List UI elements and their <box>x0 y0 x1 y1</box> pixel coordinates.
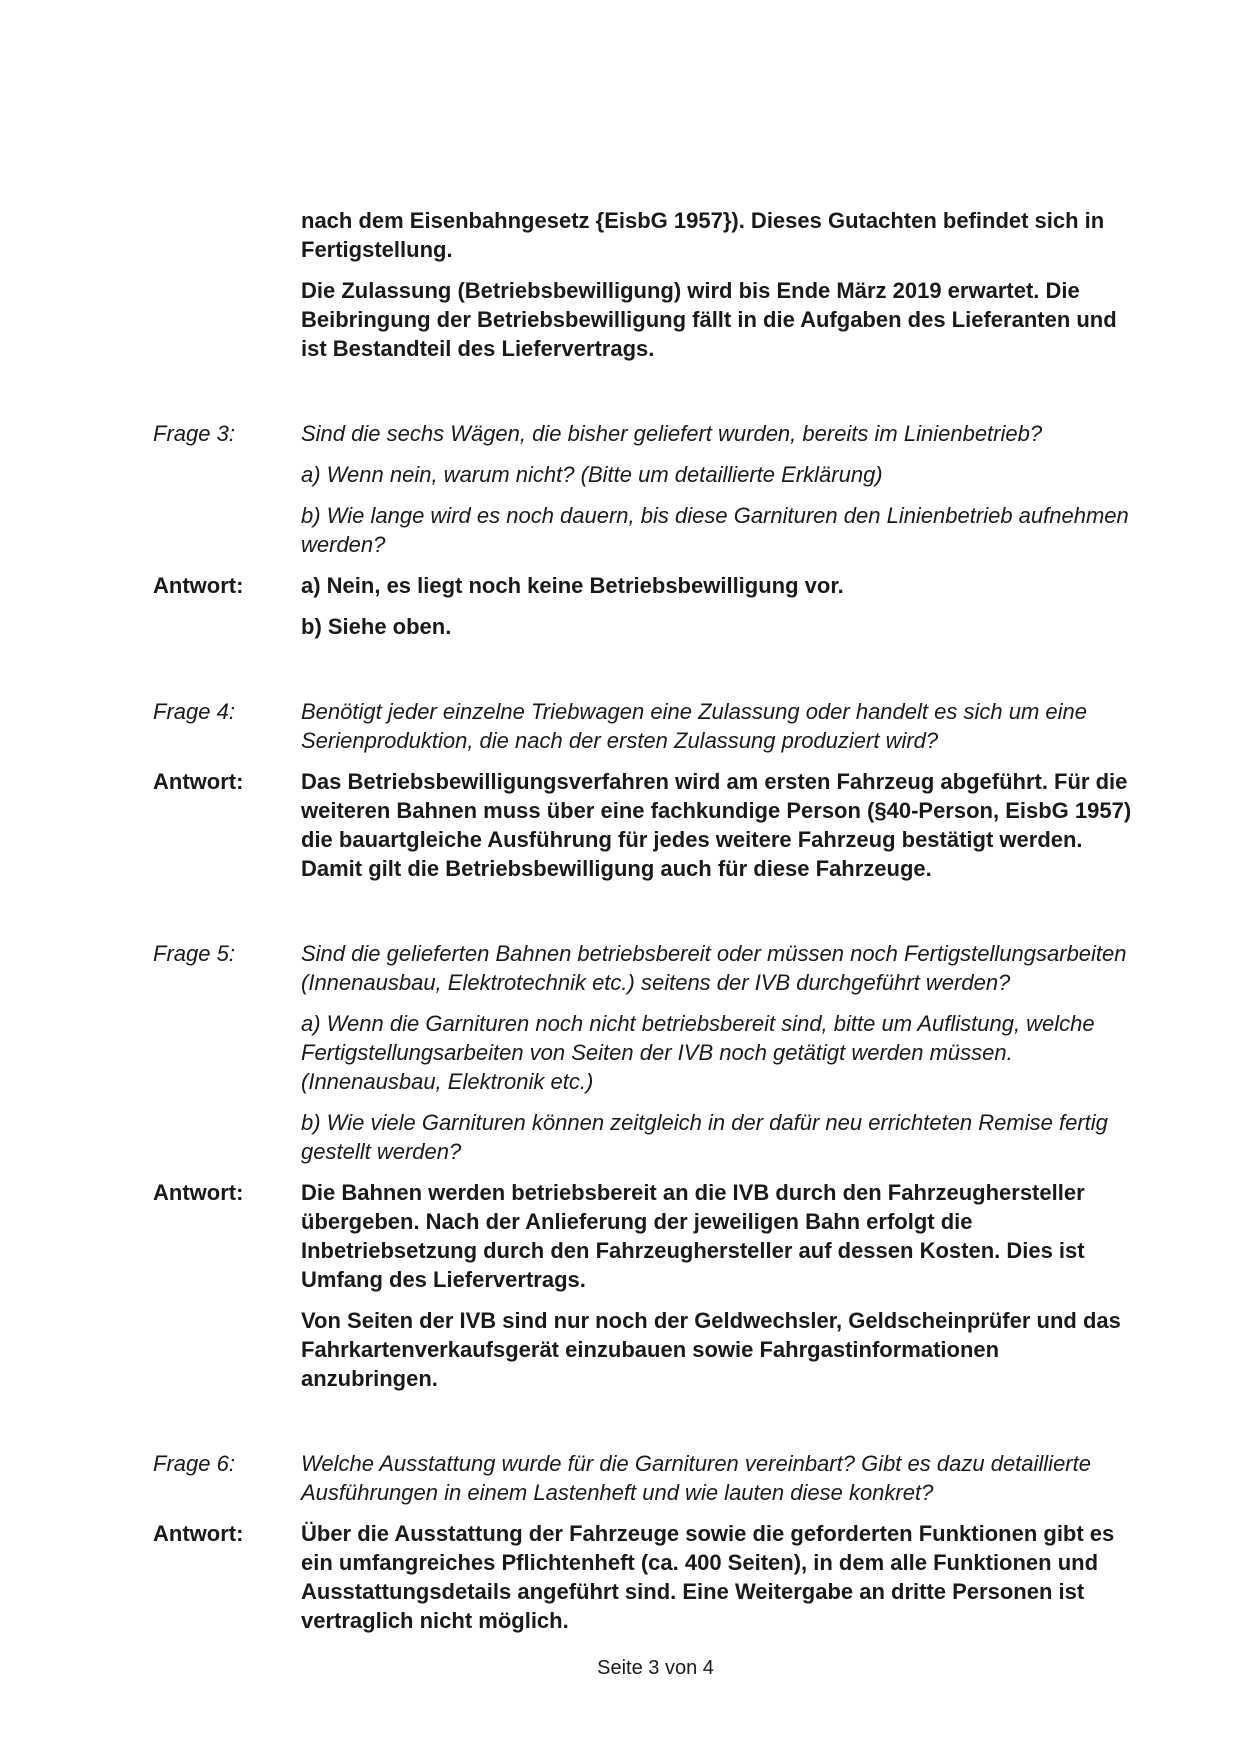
answer-paragraph: a) Nein, es liegt noch keine Betriebsbewilligung vor. <box>301 573 844 598</box>
answer-content <box>301 571 1139 653</box>
section-gap <box>153 1405 1143 1449</box>
answer-content <box>301 1178 1139 1405</box>
section-gap <box>153 895 1143 939</box>
answer-paragraph: Das Betriebsbewilligungsverfahren wird am ersten Fahrzeug abgeführt. Für die weiteren Bahnen muss über eine fachkundige Person (§40-Person, EisbG 1957) die bauartgleiche Ausführung für jedes weitere Fahrzeug bestätigt werden. Damit gilt die Betriebsbewilligung auch für diese Fahrzeuge. <box>301 769 1132 881</box>
question-content <box>301 697 1139 767</box>
answer-paragraph: Von Seiten der IVB sind nur noch der Geldwechsler, Geldscheinprüfer und das Fahrkartenverkaufsgerät einzubauen sowie Fahrgastinformationen anzubringen. <box>301 1308 1121 1391</box>
question-paragraph: Welche Ausstattung wurde für die Garnituren vereinbart? Gibt es dazu detaillierte Ausführungen in einem Lastenheft und wie lauten diese konkret? <box>301 1451 1091 1505</box>
answer-block <box>153 767 1143 895</box>
question-content <box>301 419 1139 571</box>
answer-content <box>301 767 1139 895</box>
intro-paragraph: nach dem Eisenbahngesetz {EisbG 1957}). Dieses Gutachten befindet sich in Fertigstellung. <box>301 208 1105 262</box>
answer-paragraph: Die Bahnen werden betriebsbereit an die IVB durch den Fahrzeughersteller übergeben. Nach der Anlieferung der jeweiligen Bahn erfolgt die Inbetriebsetzung durch den Fahrzeughersteller auf dessen Kosten. Dies ist Umfang des Liefervertrags. <box>301 1180 1085 1292</box>
question-label: Frage 4: <box>153 699 235 724</box>
question-block <box>153 939 1143 1178</box>
question-paragraph: a) Wenn nein, warum nicht? (Bitte um detaillierte Erklärung) <box>301 462 883 487</box>
intro-block <box>153 206 1143 375</box>
document-body <box>153 206 1143 1647</box>
answer-label: Antwort: <box>153 573 244 598</box>
question-label: Frage 5: <box>153 941 235 966</box>
section-gap <box>153 375 1143 419</box>
intro-content <box>301 206 1139 375</box>
question-label: Frage 6: <box>153 1451 235 1476</box>
question-content <box>301 939 1139 1178</box>
question-paragraph: a) Wenn die Garnituren noch nicht betriebsbereit sind, bitte um Auflistung, welche Fertigstellungsarbeiten von Seiten der IVB noch getätigt werden müssen. (Innenausbau, Elektronik etc.) <box>301 1011 1095 1094</box>
question-block <box>153 419 1143 571</box>
answer-block <box>153 571 1143 653</box>
question-paragraph: Sind die sechs Wägen, die bisher geliefert wurden, bereits im Linienbetrieb? <box>301 421 1043 446</box>
answer-label: Antwort: <box>153 1180 244 1205</box>
answer-block <box>153 1178 1143 1405</box>
question-content <box>301 1449 1139 1519</box>
question-paragraph: b) Wie viele Garnituren können zeitgleich in der dafür neu errichteten Remise fertig gestellt werden? <box>301 1110 1108 1164</box>
section-gap <box>153 653 1143 697</box>
question-label: Frage 3: <box>153 421 235 446</box>
question-block <box>153 1449 1143 1519</box>
answer-paragraph: Über die Ausstattung der Fahrzeuge sowie die geforderten Funktionen gibt es ein umfangreiches Pflichtenheft (ca. 400 Seiten), in dem alle Funktionen und Ausstattungsdetails angeführt sind. Eine Weitergabe an dritte Personen ist vertraglich nicht möglich. <box>301 1521 1115 1633</box>
answer-label: Antwort: <box>153 769 244 794</box>
answer-block <box>153 1519 1143 1647</box>
question-block <box>153 697 1143 767</box>
answer-content <box>301 1519 1139 1647</box>
question-paragraph: Sind die gelieferten Bahnen betriebsbereit oder müssen noch Fertigstellungsarbeiten (Innenausbau, Elektrotechnik etc.) seitens der IVB durchgeführt werden? <box>301 941 1127 995</box>
answer-paragraph: b) Siehe oben. <box>301 614 452 639</box>
page-number: Seite 3 von 4 <box>597 1657 714 1679</box>
question-paragraph: Benötigt jeder einzelne Triebwagen eine Zulassung oder handelt es sich um eine Serienproduktion, die nach der ersten Zulassung produziert wird? <box>301 699 1087 753</box>
question-paragraph: b) Wie lange wird es noch dauern, bis diese Garnituren den Linienbetrieb aufnehmen werden? <box>301 503 1129 557</box>
intro-paragraph: Die Zulassung (Betriebsbewilligung) wird bis Ende März 2019 erwartet. Die Beibringung der Betriebsbewilligung fällt in die Aufgaben des Lieferanten und ist Bestandteil des Liefervertrags. <box>301 278 1117 361</box>
answer-label: Antwort: <box>153 1521 244 1546</box>
